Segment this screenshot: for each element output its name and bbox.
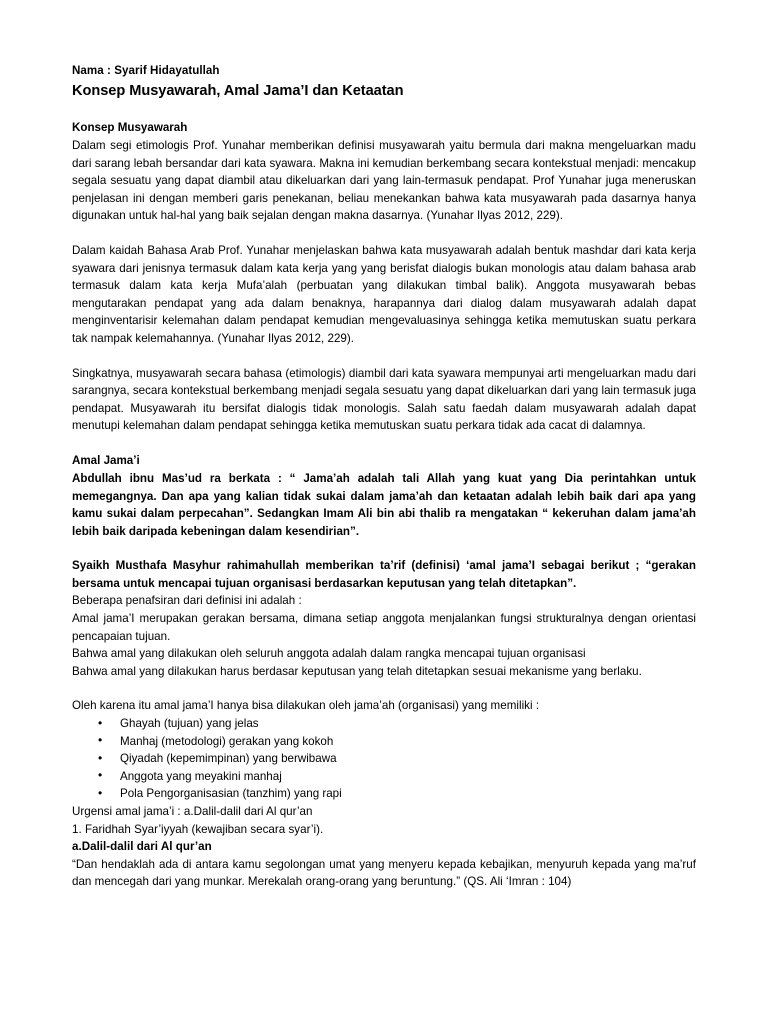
amal-jamai-paragraph-1: Abdullah ibnu Mas’ud ra berkata : “ Jama’ah adalah tali Allah yang kuat yang Dia perintahkan untuk memegangnya. Dan apa yang kalian tidak sukai dalam jama’ah dan ketaatan adalah lebih baik dari apa yang kamu sukai dalam perpecahan”. Sedangkan Imam Ali bin abi thalib ra mengatakan “ kekeruhan dalam jama’ah lebih baik daripada kebeningan dalam kesendirian”. xyxy=(72,471,696,538)
amal-jamai-requirements-intro: Oleh karena itu amal jama’I hanya bisa dilakukan oleh jama’ah (organisasi) yang memiliki : xyxy=(72,699,540,713)
page-title: Konsep Musyawarah, Amal Jama’I dan Ketaatan xyxy=(72,83,404,99)
amal-jamai-definition-quote: Syaikh Musthafa Masyhur rahimahullah memberikan ta’rif (definisi) ‘amal jama’I sebagai berikut ; “gerakan bersama untuk mencapai tujuan organisasi berdasarkan keputusan yang telah ditetapkan”. xyxy=(72,559,696,590)
amal-jamai-interpretation-2: Bahwa amal yang dilakukan oleh seluruh anggota adalah dalam rangka mencapai tujuan organisasi xyxy=(72,647,586,661)
list-item-label: Ghayah (tujuan) yang jelas xyxy=(120,717,259,731)
dalil-heading: a.Dalil-dalil dari Al qur’an xyxy=(72,840,212,854)
requirements-list xyxy=(72,715,696,803)
author-line: Nama : Syarif Hidayatullah xyxy=(72,64,220,77)
section-heading-konsep-musyawarah: Konsep Musyawarah xyxy=(72,121,188,134)
list-item-label: Manhaj (metodologi) gerakan yang kokoh xyxy=(120,734,334,748)
document-body xyxy=(72,62,696,891)
list-item-label: Pola Pengorganisasian (tanzhim) yang rapi xyxy=(120,787,342,801)
quran-quote: “Dan hendaklah ada di antara kamu segolongan umat yang menyeru kepada kebajikan, menyuruh kepada yang ma’ruf dan mencegah dari yang munkar. Merekalah orang-orang yang beruntung.” (QS. Ali ‘Imran : 104) xyxy=(72,857,696,889)
list-item xyxy=(72,785,696,803)
list-item xyxy=(72,768,696,786)
musyawarah-paragraph-3: Singkatnya, musyawarah secara bahasa (etimologis) diambil dari kata syawara mempunyai arti mengeluarkan madu dari sarangnya, secara kontekstual berkembang menjadi segala sesuatu yang dapat dikeluarkan dari yang lain termasuk juga pendapat. Musyawarah itu bersifat dialogis tidak monologis. Salah satu faedah dalam musyawarah adalah dapat menutupi kelemahan dalam pendapat sehingga ketika memutuskan suatu perkara tidak ada cacat di dalamnya. xyxy=(72,366,696,433)
faridhah-line: 1. Faridhah Syar’iyyah (kewajiban secara syar’i). xyxy=(72,822,324,836)
musyawarah-paragraph-2: Dalam kaidah Bahasa Arab Prof. Yunahar menjelaskan bahwa kata musyawarah adalah bentuk mashdar dari kata kerja syawara dari jenisnya termasuk dalam kata kerja yang yang berisfat dialogis bukan monologis atau dalam bahasa arab termasuk dalam kata kerja Mufa’alah (perbuatan yang dilakukan timbal balik). Anggota musyawarah bebas mengutarakan pendapat yang ada dalam benaknya, harapannya dari dialog dalam musyawarah adalah dapat menginventarisir kelemahan dalam pendapat kemudian mengevaluasinya sehingga ketika memutuskan suatu perkara tak nampak kelemahannya. (Yunahar Ilyas 2012, 229). xyxy=(72,243,696,345)
amal-jamai-interpretation-1: Amal jama’I merupakan gerakan bersama, dimana setiap anggota menjalankan fungsi strukturalnya dengan orientasi pencapaian tujuan. xyxy=(72,612,696,643)
list-item xyxy=(72,715,696,733)
spacer xyxy=(72,680,696,697)
list-item-label: Qiyadah (kepemimpinan) yang berwibawa xyxy=(120,752,337,766)
section-heading-amal-jamai: Amal Jama’i xyxy=(72,453,140,467)
amal-jamai-interpretations-intro: Beberapa penafsiran dari definisi ini adalah : xyxy=(72,594,302,608)
list-item xyxy=(72,733,696,751)
amal-jamai-interpretation-3: Bahwa amal yang dilakukan harus berdasar keputusan yang telah ditetapkan sesuai mekanisme yang berlaku. xyxy=(72,664,642,678)
list-item xyxy=(72,750,696,768)
urgensi-line: Urgensi amal jama’i : a.Dalil-dalil dari Al qur’an xyxy=(72,805,313,818)
list-item-label: Anggota yang meyakini manhaj xyxy=(120,769,282,783)
musyawarah-paragraph-1: Dalam segi etimologis Prof. Yunahar memberikan definisi musyawarah yaitu bermula dari makna mengeluarkan madu dari sarang lebah bersandar dari kata syawara. Makna ini kemudian berkembang secara kontekstual menjadi: mencakup segala sesuatu yang dapat diambil atau dikeluarkan dari yang lain-termasuk pendapat. Prof Yunahar juga meneruskan penjelasan ini dengan memberi garis penekanan, beliau menekankan bahwa kata musyawarah pada dasarnya hanya digunakan untuk hal-hal yang baik sejalan dengan makna dasarnya. (Yunahar Ilyas 2012, 229). xyxy=(72,139,696,223)
